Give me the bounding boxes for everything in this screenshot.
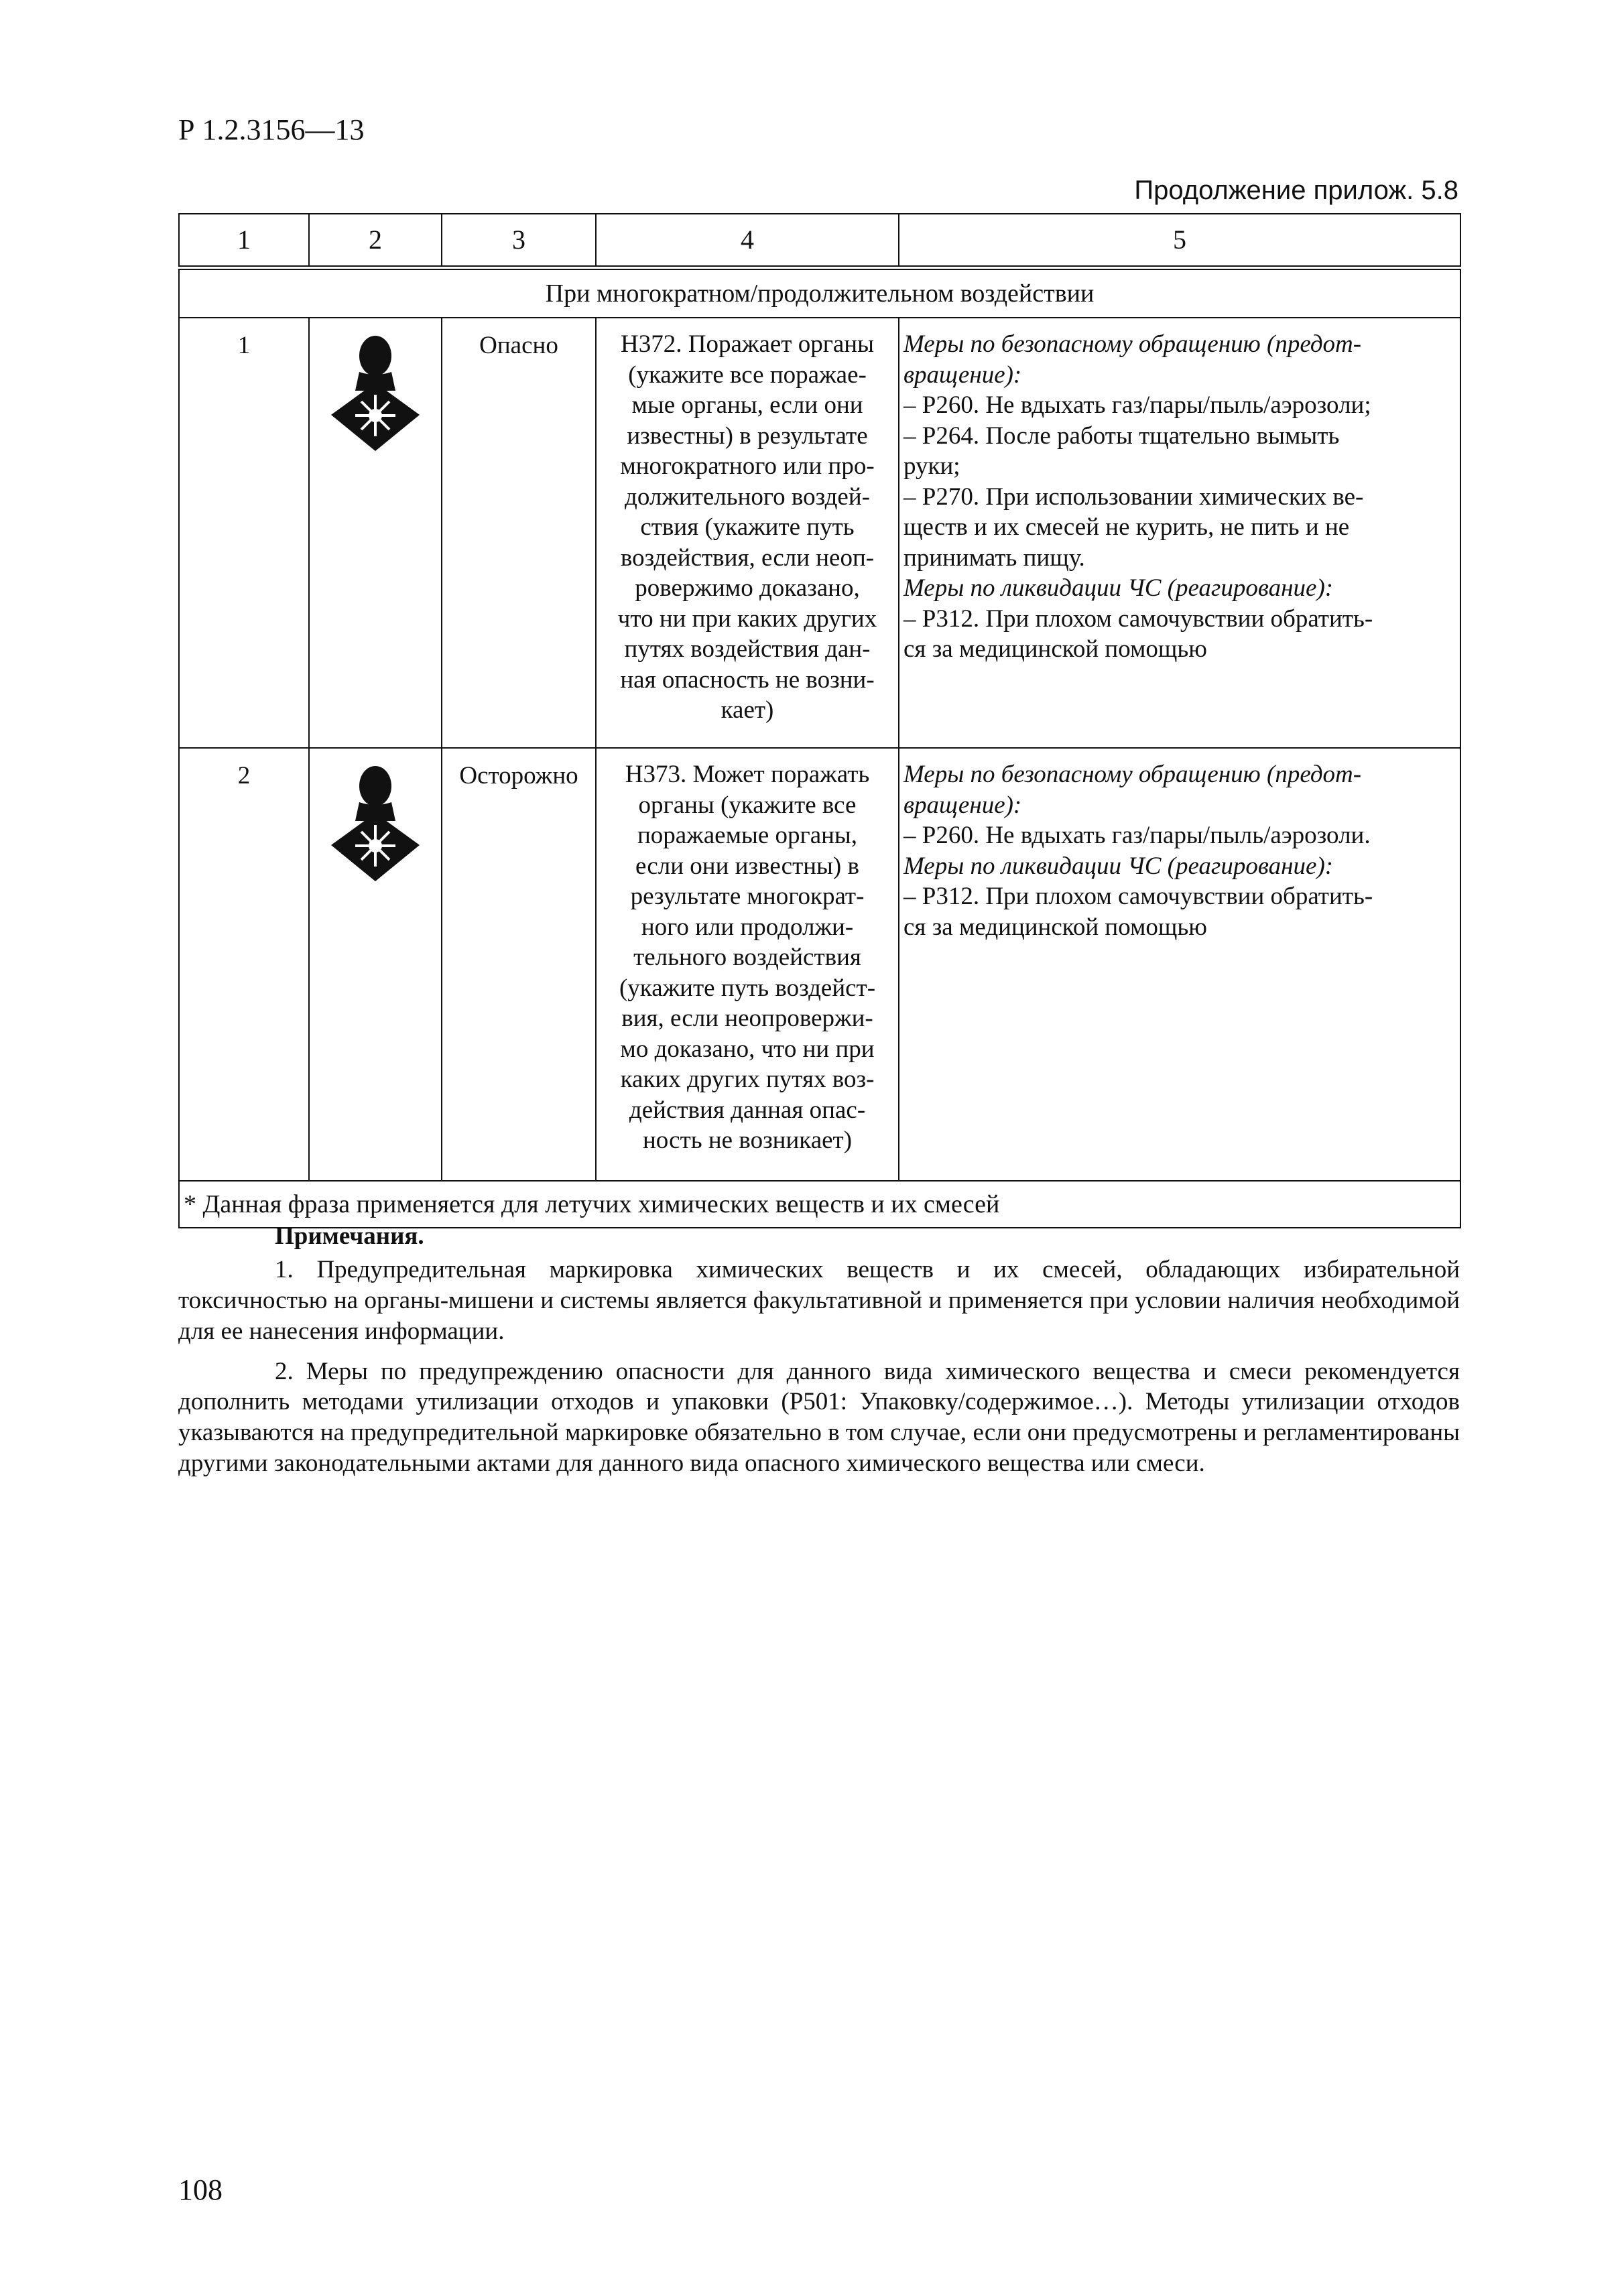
- column-number: 3: [442, 214, 596, 268]
- hazard-line: ная опасность не возни-: [620, 665, 875, 694]
- hazard-line: если они известны) в: [635, 852, 859, 880]
- hazard-line: ность не возникает): [642, 1127, 853, 1154]
- precaution-line: ся за медицинской помощью: [903, 635, 1207, 663]
- health-hazard-icon: [328, 763, 422, 884]
- hazard-line: Н373. Может поражать: [625, 761, 870, 788]
- section-row: [179, 268, 1460, 318]
- pictogram-cell: [309, 318, 442, 748]
- precaution-heading: Меры по безопасному обращению (предот-: [903, 330, 1362, 358]
- precaution-line: руки;: [903, 452, 960, 480]
- section-title: При многократном/продолжительном воздействии: [179, 268, 1460, 318]
- hazard-line: тельного воздействия: [633, 944, 861, 971]
- notes-title: Примечания.: [275, 1222, 424, 1250]
- hazard-line: мо доказано, что ни при: [620, 1035, 875, 1063]
- page-number: 108: [178, 2173, 223, 2206]
- row-number: 2: [179, 748, 309, 1181]
- precaution-line: – Р270. При использовании химических ве-: [903, 483, 1364, 511]
- note-item: 2. Меры по предупреждению опасности для данного вида химического вещества и смеси рекомендуется дополнить методами утилизации отходов и упаковки (Р501: Упаковку/содержимое…). Методы утилизации отходов указываются на предупредительной маркировке обязательно в том случае, если они предусмотрены и регламентированы другими законодательными актами для данного вида опасного химического вещества или смеси.: [178, 1357, 1460, 1478]
- hazard-line: результате многократ-: [630, 883, 865, 910]
- table-row: [179, 748, 1460, 1181]
- precaution-heading: Меры по ликвидации ЧС (реагирование):: [903, 852, 1334, 880]
- document-code: Р 1.2.3156—13: [178, 113, 365, 146]
- notes-section: [178, 1221, 1460, 1488]
- hazard-line: поражаемые органы,: [637, 822, 858, 849]
- hazard-line: вия, если неопровержи-: [621, 1005, 873, 1032]
- hazard-line: многократного или про-: [620, 452, 875, 480]
- precautionary-statements: [899, 748, 1460, 1181]
- precautionary-statements: [899, 318, 1460, 748]
- precaution-heading: Меры по ликвидации ЧС (реагирование):: [903, 574, 1334, 602]
- row-number: 1: [179, 318, 309, 748]
- hazard-line: Н372. Поражает органы: [621, 330, 874, 358]
- column-number: 2: [309, 214, 442, 268]
- hazard-line: кает): [721, 696, 774, 724]
- precaution-line: – Р260. Не вдыхать газ/пары/пыль/аэрозоли.: [903, 822, 1371, 849]
- precaution-line: – Р260. Не вдыхать газ/пары/пыль/аэрозоли;: [903, 391, 1371, 419]
- hazard-line: (укажите все поражае-: [628, 361, 867, 389]
- precaution-line: – Р312. При плохом самочувствии обратить-: [903, 604, 1373, 633]
- precaution-line: – Р264. После работы тщательно вымыть: [903, 422, 1340, 450]
- continuation-label: Продолжение прилож. 5.8: [1134, 176, 1458, 205]
- hazard-line: должительного воздей-: [625, 483, 870, 511]
- precaution-heading: Меры по безопасному обращению (предот-: [903, 761, 1362, 788]
- column-number: 1: [179, 214, 309, 268]
- hazard-line: органы (укажите все: [638, 791, 857, 819]
- pictogram-cell: [309, 748, 442, 1181]
- hazard-line: ного или продолжи-: [641, 913, 854, 941]
- precaution-line: ществ и их смесей не курить, не пить и не: [903, 513, 1350, 541]
- footnote: * Данная фраза применяется для летучих химических веществ и их смесей: [179, 1181, 1460, 1228]
- hazard-line: ровержимо доказано,: [635, 574, 860, 602]
- table-row: [179, 318, 1460, 748]
- hazard-line: мые органы, если они: [631, 391, 863, 419]
- precaution-line: – Р312. При плохом самочувствии обратить-: [903, 883, 1373, 910]
- hazard-line: что ни при каких других: [617, 604, 877, 633]
- signal-word: Осторожно: [442, 748, 596, 1181]
- column-number: 5: [899, 214, 1460, 268]
- signal-word: Опасно: [442, 318, 596, 748]
- precaution-heading: вращение):: [903, 361, 1022, 389]
- hazard-line: воздействия, если неоп-: [620, 544, 875, 572]
- hazard-statement: [596, 318, 899, 748]
- hazard-statement: [596, 748, 899, 1181]
- hazard-line: действия данная опас-: [629, 1096, 866, 1124]
- hazard-table: [178, 213, 1461, 1228]
- hazard-line: (укажите путь воздейст-: [619, 974, 876, 1002]
- hazard-line: путях воздействия дан-: [624, 635, 871, 663]
- note-item: 1. Предупредительная маркировка химических веществ и их смесей, обладающих избирательной токсичностью на органы-мишени и системы является факультативной и применяется при условии наличия необходимой для ее нанесения информации.: [178, 1255, 1460, 1345]
- hazard-line: ствия (укажите путь: [640, 513, 855, 541]
- precaution-line: ся за медицинской помощью: [903, 913, 1207, 941]
- hazard-line: каких других путях воз-: [620, 1066, 875, 1093]
- column-number: 4: [596, 214, 899, 268]
- precaution-heading: вращение):: [903, 791, 1022, 819]
- column-number-row: [179, 214, 1460, 268]
- health-hazard-icon: [328, 333, 422, 454]
- precaution-line: принимать пищу.: [903, 544, 1085, 572]
- hazard-line: известны) в результате: [627, 422, 868, 450]
